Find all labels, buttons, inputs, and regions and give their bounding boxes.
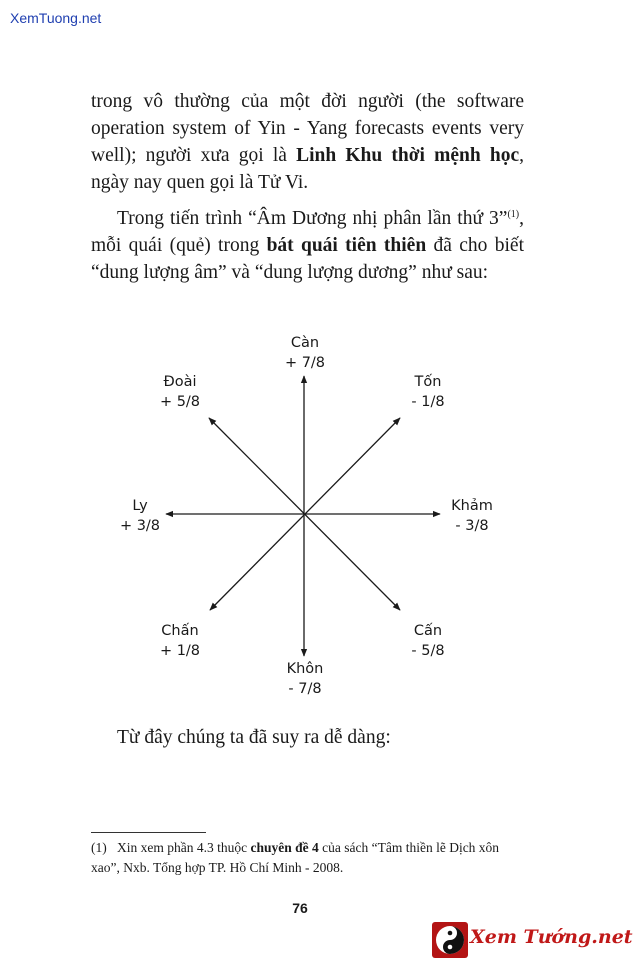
footnote-bold: chuyên đề 4 bbox=[250, 840, 319, 855]
site-link[interactable]: XemTuong.net bbox=[10, 10, 102, 26]
trigram-can-name: Càn bbox=[290, 335, 320, 351]
trigram-ton-value: - 1/8 bbox=[411, 394, 445, 410]
trigram-bold-term: bát quái tiên thiên bbox=[266, 235, 427, 256]
trigram-text-1: Trong tiến trình “Âm Dương nhị phân lần thứ 3” bbox=[117, 208, 508, 229]
trigram-khon-value: - 7/8 bbox=[288, 681, 322, 697]
footnote-text-2: của sách “Tâm thiền lẽ Dịch xôn xao”, Nxb. Tổng hợp TP. Hồ Chí Minh - 2008. bbox=[91, 840, 500, 875]
logo-text: Xem Tướng.net bbox=[470, 926, 633, 948]
trigram-chan-name: Chấn bbox=[161, 623, 199, 639]
trigram-can-value: + 7/8 bbox=[284, 355, 326, 371]
intro-text-2: , ngày nay quen gọi là Tử Vi. bbox=[91, 145, 524, 193]
trigram-chan-value: + 1/8 bbox=[159, 643, 201, 659]
trigram-text-3: đã cho biết “dung lượng âm” và “dung lượng dương” như sau: bbox=[91, 235, 524, 283]
trigram-can2-value: - 5/8 bbox=[411, 643, 445, 659]
trigram-ly-name: Ly bbox=[132, 498, 148, 514]
trigram-ly-value: + 3/8 bbox=[119, 518, 161, 534]
trigram-can2-name: Cấn bbox=[413, 623, 443, 639]
trigram-khon-name: Khôn bbox=[286, 661, 324, 677]
conclusion-paragraph: Từ đây chúng ta đã suy ra dễ dàng: bbox=[117, 727, 391, 748]
page-number: 76 bbox=[292, 900, 308, 916]
trigram-text-2: , mỗi quái (quẻ) trong bbox=[91, 208, 524, 256]
footnote-ref[interactable]: (1) bbox=[507, 209, 520, 220]
intro-text-1: trong vô thường của một đời người (the software operation system of Yin - Yang forecasts events very well); người xưa gọi là bbox=[91, 91, 524, 166]
trigram-doai-name: Đoài bbox=[163, 374, 197, 390]
footnote-number: (1) bbox=[91, 840, 107, 855]
footnote-text-1: Xin xem phần 4.3 thuộc bbox=[117, 840, 251, 855]
yin-yang-icon bbox=[432, 922, 468, 958]
trigram-kham-name: Khảm bbox=[451, 498, 493, 514]
trigram-kham-value: - 3/8 bbox=[455, 518, 489, 534]
footnote bbox=[91, 838, 524, 878]
trigram-doai-value: + 5/8 bbox=[159, 394, 201, 410]
site-logo[interactable] bbox=[432, 922, 633, 958]
intro-bold-term: Linh Khu thời mệnh học bbox=[296, 145, 520, 166]
trigram-ton-name: Tốn bbox=[414, 374, 442, 390]
footnote-divider bbox=[91, 832, 206, 833]
